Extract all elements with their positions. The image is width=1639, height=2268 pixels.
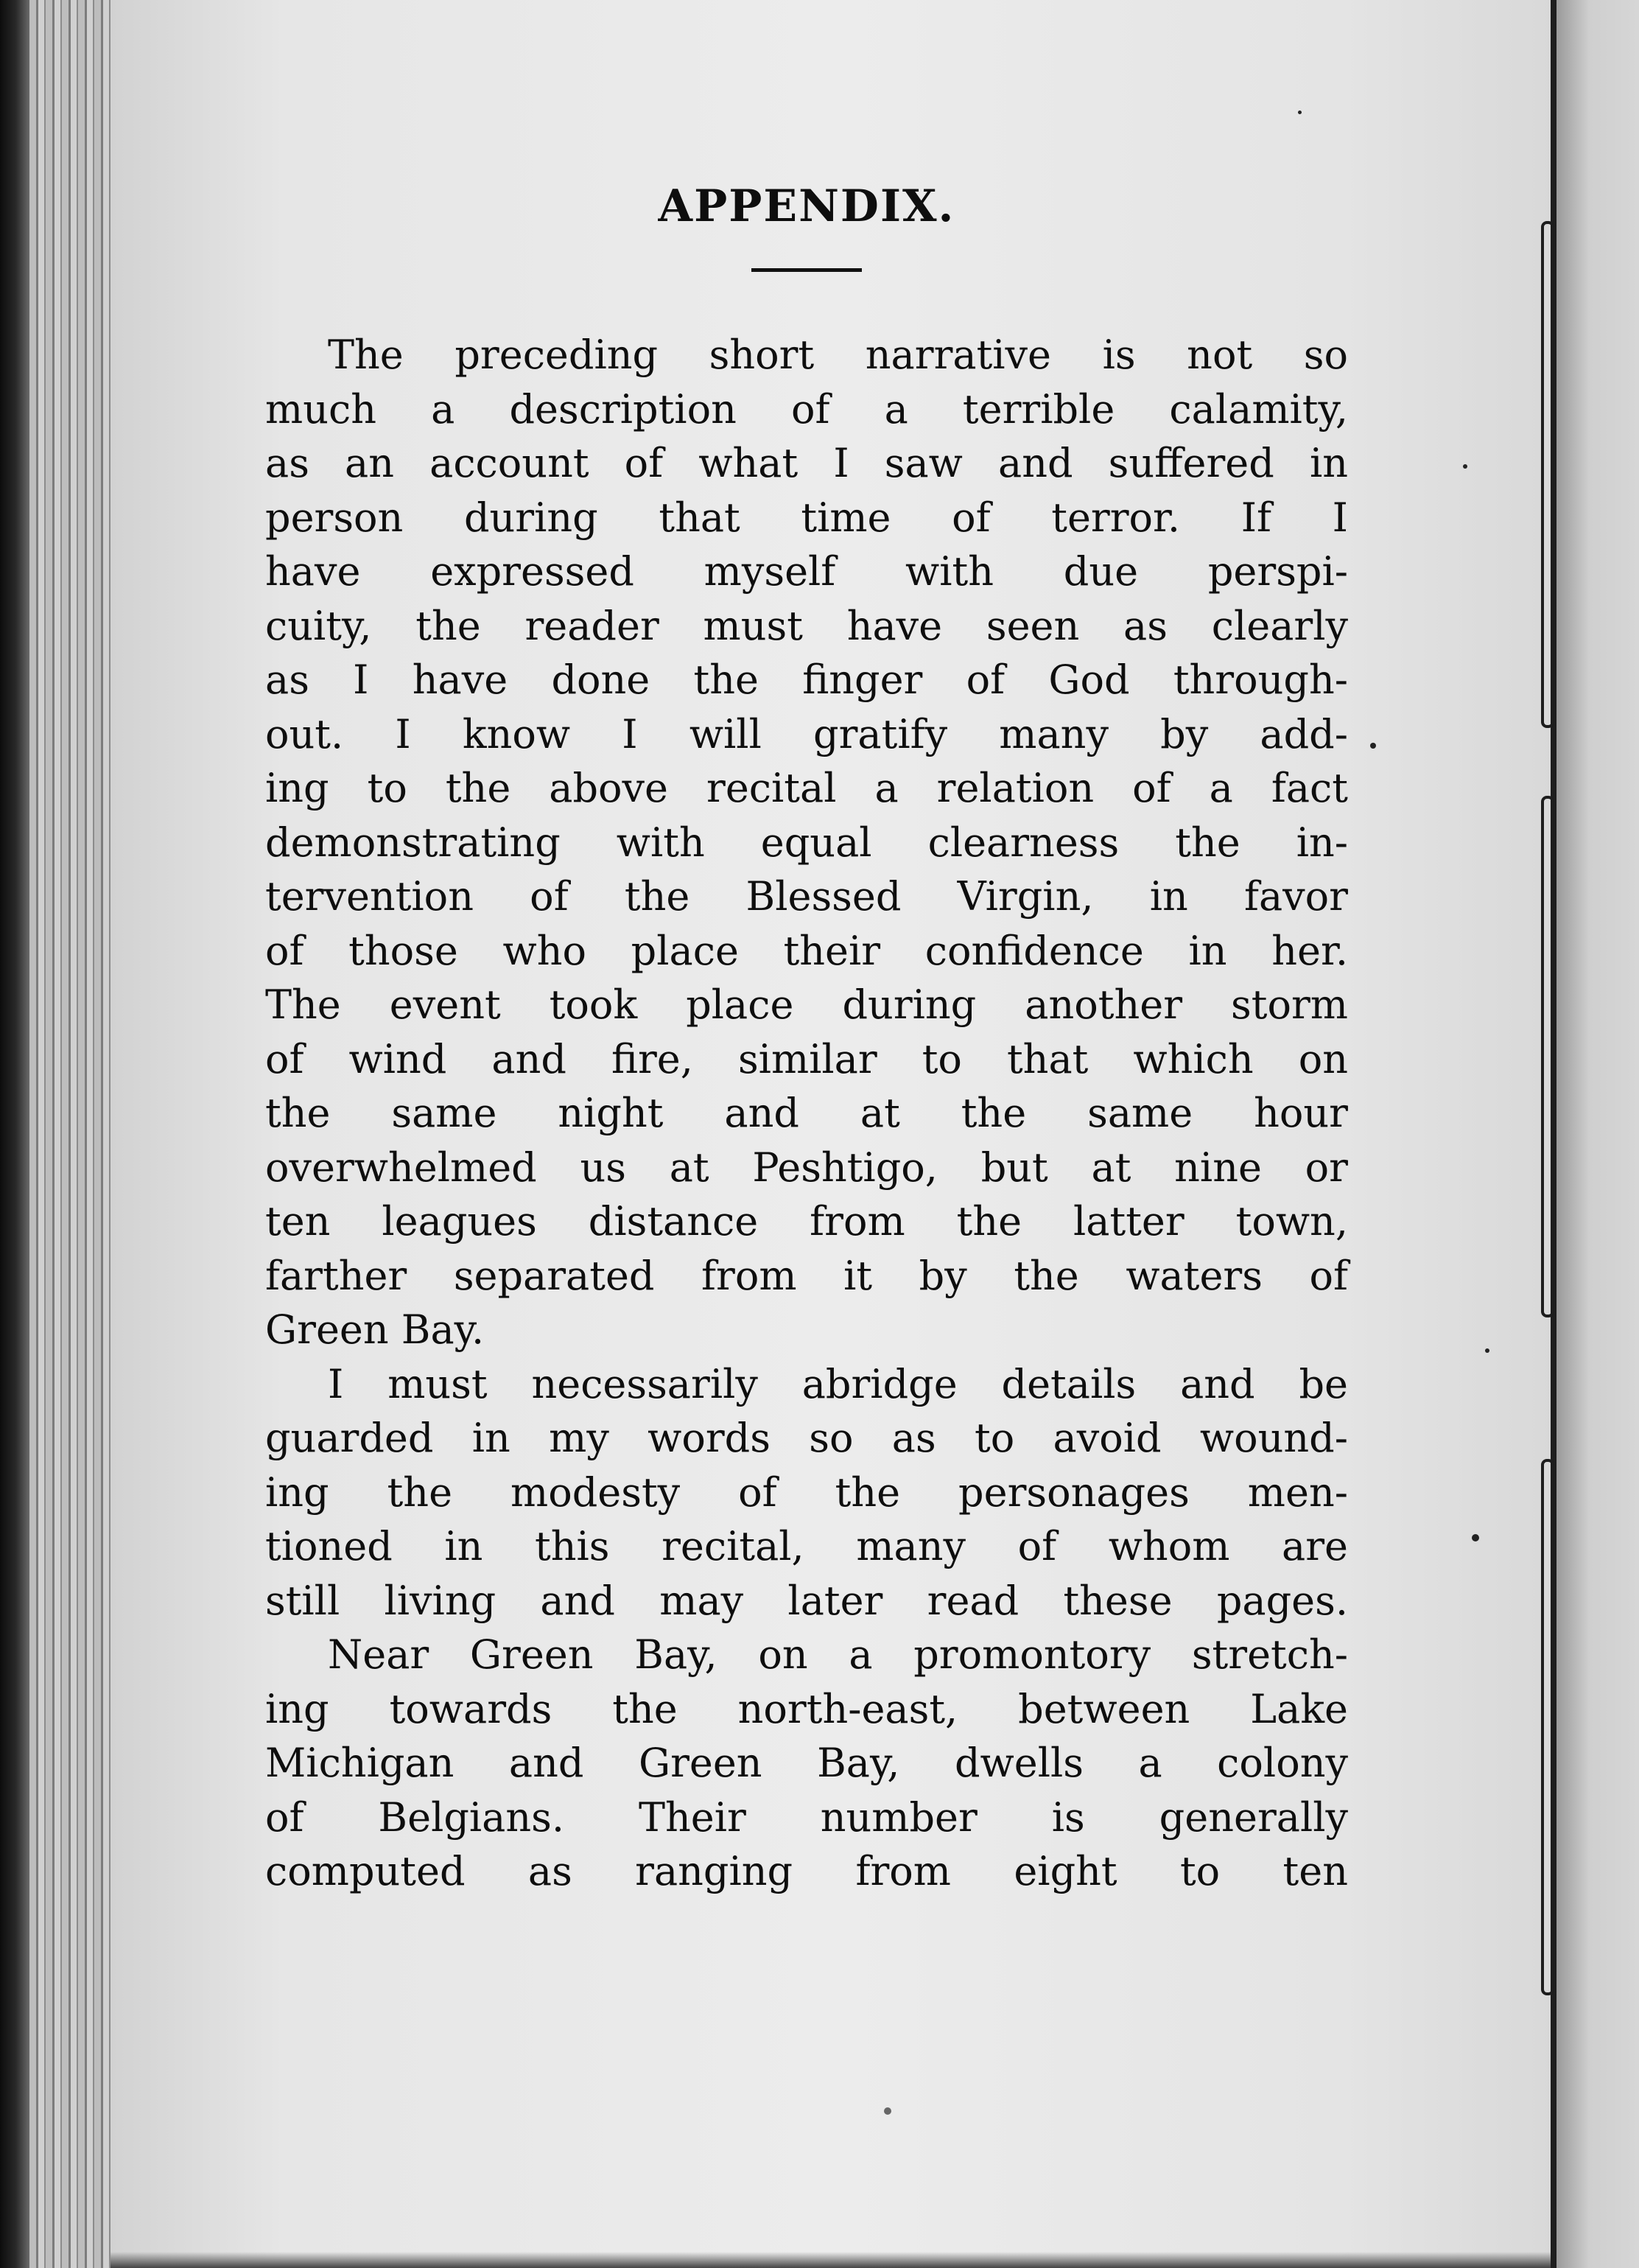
text-line: tervention of the Blessed Virgin, in favor: [265, 873, 1348, 920]
text-line: The preceding short narrative is not so: [328, 332, 1348, 378]
appendix-text: [265, 177, 1348, 1899]
text-line: ten leagues distance from the latter town,: [265, 1198, 1348, 1245]
text-line: Near Green Bay, on a promontory stretch-: [328, 1631, 1348, 1678]
text-line: of those who place their confidence in her.: [265, 927, 1348, 974]
text-line: guarded in my words so as to avoid wound-: [265, 1415, 1348, 1461]
book-binding-edge: [0, 0, 29, 2268]
text-line: of wind and fire, similar to that which on: [265, 1035, 1348, 1082]
paragraph-2: [265, 1357, 1348, 1628]
page-edge-stack: [29, 0, 110, 2268]
text-line: overwhelmed us at Peshtigo, but at nine or: [265, 1144, 1348, 1191]
text-line: cuity, the reader must have seen as clearly: [265, 602, 1348, 649]
ink-speck: [884, 2107, 891, 2115]
text-line: much a description of a terrible calamity,: [265, 385, 1348, 433]
binding-thread-lower: [1541, 1459, 1554, 1995]
text-line: ing towards the north-east, between Lake: [265, 1685, 1348, 1732]
text-line: of Belgians. Their number is generally: [265, 1793, 1348, 1841]
binding-thread-middle: [1541, 796, 1554, 1317]
text-line: farther separated from it by the waters of: [265, 1252, 1348, 1299]
text-line: I must necessarily abridge details and be: [328, 1360, 1348, 1407]
text-line: person during that time of terror. If I: [265, 494, 1348, 541]
ink-speck: [1463, 464, 1467, 469]
heading-rule: [751, 268, 862, 272]
text-line: still living and may later read these pages.: [265, 1577, 1348, 1624]
text-line: the same night and at the same hour: [265, 1090, 1348, 1136]
text-line: out. I know I will gratify many by add-: [265, 710, 1348, 757]
text-line: ing to the above recital a relation of a fact: [265, 765, 1348, 811]
page-bottom-shadow: [110, 2252, 1551, 2268]
page-heading: APPENDIX.: [658, 181, 955, 232]
ink-speck: [1370, 743, 1376, 749]
text-line: tioned in this recital, many of whom are: [265, 1523, 1348, 1569]
text-line: as an account of what I saw and suffered in: [265, 440, 1348, 486]
text-line: Green Bay.: [265, 1306, 485, 1353]
text-line: Michigan and Green Bay, dwells a colony: [265, 1740, 1348, 1786]
binding-thread-upper: [1541, 221, 1554, 728]
ink-speck: [1485, 1348, 1489, 1353]
text-line: demonstrating with equal clearness the in-: [265, 819, 1348, 866]
paragraph-1: [265, 328, 1348, 1357]
ink-speck: [1472, 1534, 1479, 1541]
text-line: The event took place during another storm: [265, 981, 1348, 1028]
ink-speck: [1298, 111, 1302, 114]
text-line: as I have done the finger of God through-: [265, 657, 1348, 703]
facing-page-margin: [1556, 0, 1639, 2268]
text-line: computed as ranging from eight to ten: [265, 1848, 1348, 1894]
paragraph-3: [265, 1628, 1348, 1899]
text-line: have expressed myself with due perspi-: [265, 548, 1348, 595]
text-line: ing the modesty of the personages men-: [265, 1469, 1348, 1516]
